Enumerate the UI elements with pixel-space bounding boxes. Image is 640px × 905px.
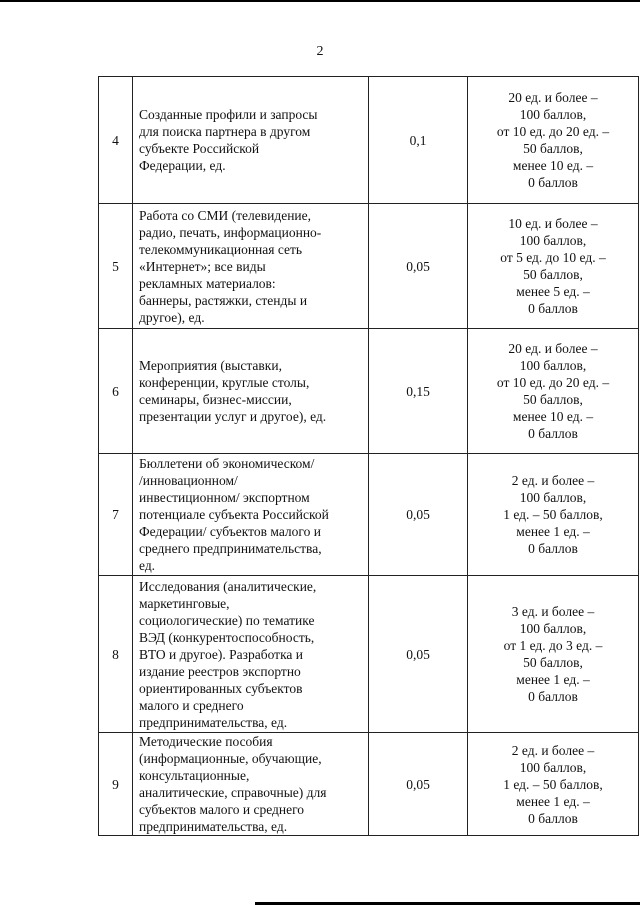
score-scale	[468, 204, 639, 329]
score-scale	[468, 733, 639, 836]
table-row	[99, 454, 639, 576]
score-line: от 5 ед. до 10 ед. –	[500, 250, 606, 265]
description-line: Созданные профили и запросы	[139, 107, 318, 122]
description-line: радио, печать, информационно-	[139, 224, 322, 240]
description-line: Мероприятия (выставки,	[139, 358, 282, 373]
table-row	[99, 733, 639, 836]
description-line: Федерации, ед.	[139, 158, 226, 173]
indicator-description	[133, 733, 369, 836]
row-number: 8	[99, 576, 133, 733]
description-line: конференции, круглые столы,	[139, 375, 310, 390]
score-line: менее 1 ед. –	[516, 793, 590, 809]
score-line: менее 10 ед. –	[512, 158, 594, 173]
description-line: «Интернет»; все виды	[139, 258, 266, 274]
indicator-description	[133, 329, 369, 454]
description-line: потенциале субъекта Российской	[139, 507, 329, 522]
score-line: 3 ед. и более –	[511, 604, 595, 619]
score-line: 0 баллов	[528, 541, 578, 556]
description-line: Исследования (аналитические,	[139, 578, 317, 594]
description-line: инвестиционном/ экспортном	[139, 490, 310, 505]
score-scale	[468, 576, 639, 733]
weight-coefficient: 0,05	[369, 733, 468, 836]
description-line: аналитические, справочные) для	[139, 785, 327, 800]
score-line: от 10 ед. до 20 ед. –	[496, 124, 610, 139]
score-scale	[468, 77, 639, 204]
description-line: баннеры, растяжки, стенды и	[139, 292, 308, 308]
row-number: 5	[99, 204, 133, 329]
page-number: 2	[316, 44, 324, 59]
description-line: семинары, бизнес-миссии,	[139, 392, 292, 407]
score-line: менее 5 ед. –	[516, 284, 590, 299]
description-line: ед.	[139, 558, 156, 573]
score-line: 2 ед. и более –	[511, 742, 595, 758]
description-line: Федерации/ субъектов малого и	[139, 524, 321, 539]
description-line: для поиска партнера в другом	[139, 124, 311, 139]
description-line: телекоммуникационная сеть	[139, 241, 303, 257]
score-line: 50 баллов,	[523, 267, 583, 282]
description-line: среднего предпринимательства,	[139, 541, 322, 556]
description-line: предпринимательства, ед.	[139, 714, 288, 730]
score-line: 100 баллов,	[519, 621, 587, 636]
scan-top-edge	[0, 0, 640, 2]
row-number: 6	[99, 329, 133, 454]
description-line: другое), ед.	[139, 309, 205, 325]
description-line: Работа со СМИ (телевидение,	[139, 207, 312, 223]
score-line: 0 баллов	[528, 301, 578, 316]
criteria-table	[98, 76, 639, 836]
weight-coefficient: 0,1	[369, 77, 468, 204]
description-line: социологические) по тематике	[139, 612, 315, 628]
score-line: менее 10 ед. –	[512, 409, 594, 424]
score-line: 0 баллов	[528, 689, 578, 704]
score-scale	[468, 454, 639, 576]
score-line: 0 баллов	[528, 810, 578, 826]
score-line: 20 ед. и более –	[508, 341, 598, 356]
score-scale	[468, 329, 639, 454]
row-number: 4	[99, 77, 133, 204]
score-line: 50 баллов,	[523, 392, 583, 407]
description-line: маркетинговые,	[139, 595, 230, 611]
score-line: 50 баллов,	[523, 655, 583, 670]
weight-coefficient: 0,05	[369, 576, 468, 733]
score-line: 2 ед. и более –	[511, 473, 595, 488]
score-line: 100 баллов,	[519, 233, 587, 248]
table-row	[99, 77, 639, 204]
score-line: 0 баллов	[528, 175, 578, 190]
row-number: 7	[99, 454, 133, 576]
row-number: 9	[99, 733, 133, 836]
description-line: издание реестров экспортно	[139, 663, 301, 679]
description-line: предпринимательства, ед.	[139, 819, 288, 834]
description-line: ориентированных субъектов	[139, 680, 303, 696]
description-line: субъекте Российской	[139, 141, 260, 156]
score-line: менее 1 ед. –	[516, 672, 590, 687]
description-line: Бюллетени об экономическом/	[139, 456, 315, 471]
description-line: Методические пособия	[139, 734, 273, 749]
description-line: /инновационном/	[139, 473, 238, 488]
score-line: 10 ед. и более –	[508, 216, 598, 231]
description-line: ВЭД (конкурентоспособность,	[139, 629, 315, 645]
score-line: от 1 ед. до 3 ед. –	[503, 638, 603, 653]
weight-coefficient: 0,15	[369, 329, 468, 454]
score-line: 100 баллов,	[519, 358, 587, 373]
weight-coefficient: 0,05	[369, 204, 468, 329]
score-line: 100 баллов,	[519, 107, 587, 122]
description-line: субъектов малого и среднего	[139, 802, 305, 817]
description-line: ВТО и другое). Разработка и	[139, 646, 304, 662]
description-line: презентации услуг и другое), ед.	[139, 409, 327, 424]
score-line: 0 баллов	[528, 426, 578, 441]
description-line: малого и среднего	[139, 697, 244, 713]
description-line: консультационные,	[139, 768, 250, 783]
score-line: 20 ед. и более –	[508, 90, 598, 105]
weight-coefficient: 0,05	[369, 454, 468, 576]
description-line: рекламных материалов:	[139, 275, 276, 291]
description-line: (информационные, обучающие,	[139, 751, 322, 766]
table-row	[99, 204, 639, 329]
indicator-description	[133, 576, 369, 733]
table-row	[99, 576, 639, 733]
indicator-description	[133, 204, 369, 329]
score-line: от 10 ед. до 20 ед. –	[496, 375, 610, 390]
table-row	[99, 329, 639, 454]
score-line: менее 1 ед. –	[516, 524, 590, 539]
indicator-description	[133, 77, 369, 204]
score-line: 100 баллов,	[519, 759, 587, 775]
score-line: 1 ед. – 50 баллов,	[503, 776, 603, 792]
score-line: 100 баллов,	[519, 490, 587, 505]
score-line: 50 баллов,	[523, 141, 583, 156]
indicator-description	[133, 454, 369, 576]
score-line: 1 ед. – 50 баллов,	[503, 507, 603, 522]
